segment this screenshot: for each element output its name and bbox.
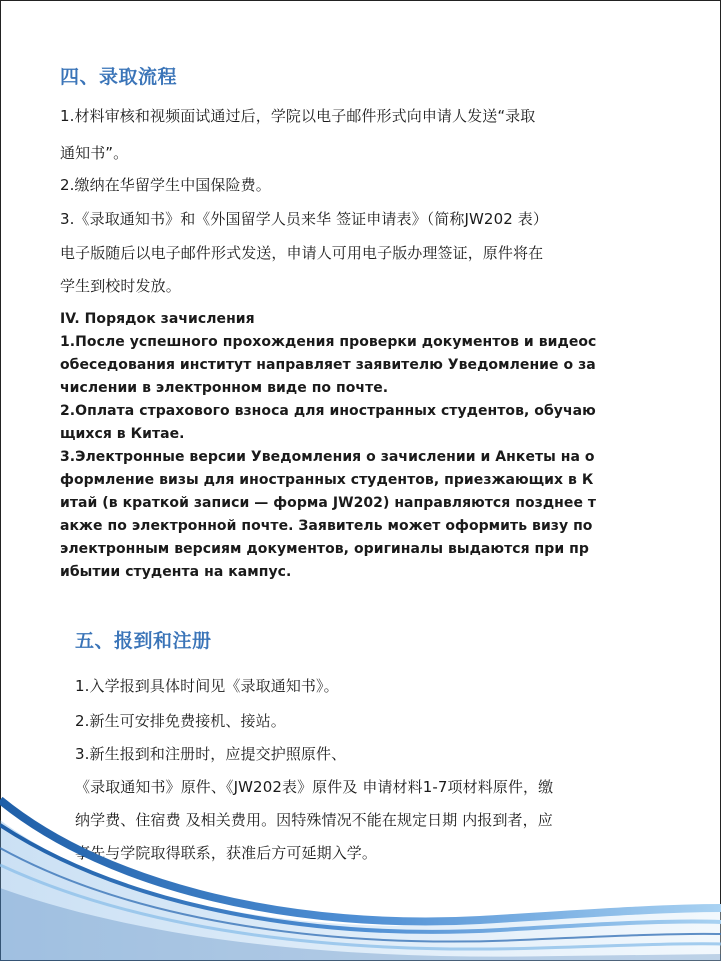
section5-line: 1.入学报到具体时间见《录取通知书》。: [75, 677, 339, 695]
russian-line: 2.Оплата страхового взноса для иностранных студентов, обучаю: [60, 403, 596, 419]
section4-line: 电子版随后以电子邮件形式发送，申请人可用电子版办理签证，原件将在: [60, 244, 544, 262]
section4-line: 学生到校时发放。: [60, 277, 181, 295]
russian-line: ибытии студента на кампус.: [60, 564, 292, 580]
russian-line: щихся в Китае.: [60, 426, 185, 442]
section4-line: 通知书”。: [60, 144, 129, 162]
section5-line: 2.新生可安排免费接机、接站。: [75, 712, 286, 730]
section5-line: 事先与学院取得联系，获准后方可延期入学。: [75, 844, 378, 862]
russian-line: итай (в краткой записи — форма JW202) направляются позднее т: [60, 495, 597, 511]
russian-title: IV. Порядок зачисления: [60, 311, 255, 327]
decorative-waves: [0, 770, 721, 961]
russian-line: 3.Электронные версии Уведомления о зачислении и Анкеты на о: [60, 449, 595, 465]
section4-title: 四、录取流程: [60, 66, 178, 88]
section5-title: 五、报到和注册: [75, 630, 212, 652]
section5-line: 3.新生报到和注册时，应提交护照原件、: [75, 745, 347, 763]
section5-line: 纳学费、住宿费 及相关费用。因特殊情况不能在规定日期 内报到者，应: [75, 811, 553, 829]
section4-line: 2.缴纳在华留学生中国保险费。: [60, 176, 271, 194]
russian-line: числении в электронном виде по почте.: [60, 380, 389, 396]
russian-line: акже по электронной почте. Заявитель может оформить визу по: [60, 518, 593, 534]
section5-line: 《录取通知书》原件、《JW202表》原件及 申请材料1-7项材料原件，缴: [75, 778, 554, 796]
russian-line: формление визы для иностранных студентов, приезжающих в К: [60, 472, 594, 488]
russian-line: электронным версиям документов, оригиналы выдаются при пр: [60, 541, 589, 557]
section4-line: 1.材料审核和视频面试通过后，学院以电子邮件形式向申请人发送“录取: [60, 107, 536, 125]
russian-line: 1.После успешного прохождения проверки документов и видеос: [60, 334, 597, 350]
russian-line: обеседования институт направляет заявителю Уведомление о за: [60, 357, 596, 373]
section4-line: 3.《录取通知书》和《外国留学人员来华 签证申请表》（简称JW202 表）: [60, 210, 548, 228]
